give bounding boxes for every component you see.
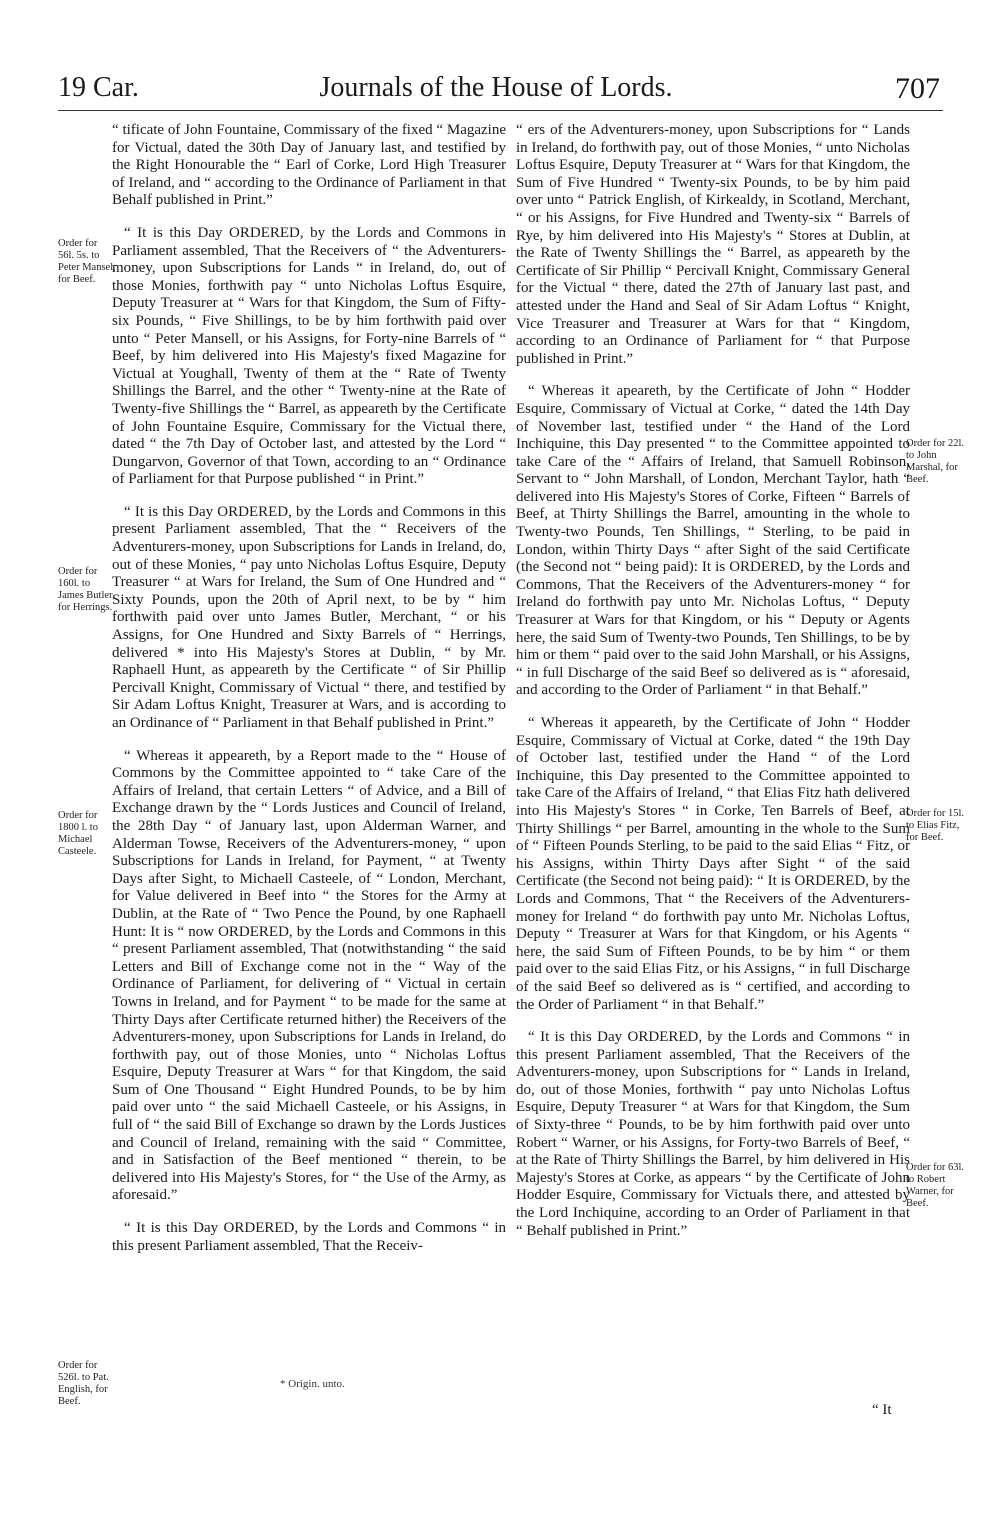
paragraph-robert-warner-order: “ It is this Day ORDERED, by the Lords and Commons “ in this present Parliament assembled, That the Receivers of the Adventurers-money, upon Subscriptions for “ Lands in Ireland, do, out of those Monies, forthwith “ pay unto Nicholas Loftus Esquire, Deputy Treasurer “ at Wars for that Kingdom, the Sum of Sixty-three “ Pounds, to be by him forthwith paid over unto Robert “ Warner, or his Assigns, for Forty-two Barrels of Beef, “ at the Rate of Thirty Shillings the Barrel, by him delivered in His Majesty's Stores at Corke, as appears “ by the Certificate of John Hodder Esquire, Commissary for Victuals there, and attested by the Lord Inchiquine, according to an Order of Parliament in that “ Behalf published in Print.” (516, 1029, 910, 1239)
margin-note-robert-warner: Order for 63l. to Robert Warner, for Beef. (906, 1162, 965, 1209)
paragraph-james-butler-order: “ It is this Day ORDERED, by the Lords and Commons in this present Parliament assembled, That the “ Receivers of the Adventurers-money, upon Subscriptions for Lands in Ireland, do, out of these Monies, “ pay unto Nicholas Loftus Esquire, Deputy Treasurer “ at Wars for Ireland, the Sum of One Hundred and “ Sixty Pounds, upon the 20th of April next, to be by “ him forthwith paid over unto James Butler, Merchant, “ or his Assigns, for One Hundred and Sixty Barrels of “ Herrings, delivered * into His Majesty's Stores at Dublin, “ by Mr. Raphaell Hunt, as appeareth by the Certificate “ of Sir Phillip Percivall Knight, Commissary of Victual “ there, and testified by Sir Adam Loftus Knight, Treasurer at Wars, and is according to an Ordinance of “ Parliament in that Behalf published in Print.” (112, 503, 506, 731)
paragraph-patrick-english-order-start: “ It is this Day ORDERED, by the Lords and Commons “ in this present Parliament assembled, That the Receiv- (112, 1220, 506, 1254)
page-number: 707 (895, 72, 940, 105)
margin-note-elias-fitz: Order for 15l. to Elias Fitz, for Beef. (906, 808, 965, 843)
right-column (516, 122, 910, 1255)
paragraph-peter-mansell-order: “ It is this Day ORDERED, by the Lords and Commons in Parliament assembled, That the Receivers of “ the Adventurers-money, upon Subscriptions for Lands “ in Ireland, do, out of those Monies, forthwith pay “ unto Nicholas Loftus Esquire, Deputy Treasurer at “ Wars for that Kingdom, the Sum of Fifty-six Pounds, “ Five Shillings, to be by him forthwith paid over unto “ Peter Mansell, or his Assigns, for Forty-nine Barrels of “ Beef, by him delivered into His Majesty's fixed Magazine for Victual at Youghall, Twenty of them at the “ Rate of Twenty Shillings the Barrel, and the other “ Twenty-nine at the Rate of Twenty-five Shillings the “ Barrel, as appeareth by the Certificate of John Fountaine Esquire, Commissary for the Victual there, dated “ the 7th Day of October last, and attested by the Lord “ Dungarvon, Governor of that Town, according to an “ Ordinance of Parliament for that Purpose published “ in Print.” (112, 224, 506, 488)
paragraph-patrick-english-order-end: “ ers of the Adventurers-money, upon Subscriptions for “ Lands in Ireland, do forthwith pay, out of those Monies, “ unto Nicholas Loftus Esquire, Deputy Treasurer at “ Wars for that Kingdom, the Sum of Five Hundred “ Twenty-six Pounds, to be by him paid over unto “ Patrick English, of Kirkealdy, in Scotland, Merchant, “ or his Assigns, for Five Hundred and Twenty-six “ Barrels of Rye, by him delivered into His Majesty's “ Stores at Dublin, at the Rate of Twenty Shillings the “ Barrel, as appeareth by the Certificate of Sir Phillip “ Percivall Knight, Commissary General for the Victual “ there, dated the 27th of January last past, and attested under the Hand and Seal of Sir Adam Loftus “ Knight, Vice Treasurer and Treasurer at Wars for that “ Kingdom, according to an Ordinance of Parliament for “ that Purpose published in Print.” (516, 122, 910, 367)
regnal-year: 19 Car. (58, 72, 139, 103)
footnote: * Origin. unto. (280, 1378, 345, 1390)
header-rule (58, 110, 943, 111)
paragraph-fountaine-certificate: “ tificate of John Fountaine, Commissary of the fixed “ Magazine for Victual, dated the 30th Day of January last, and testified by the Right Honourable the “ Earl of Corke, Lord High Treasurer of Ireland, and “ according to the Ordinance of Parliament in that Behalf published in Print.” (112, 122, 506, 209)
paragraph-john-marshall-order: “ Whereas it apeareth, by the Certificate of John “ Hodder Esquire, Commissary of Victual at Corke, “ dated the 14th Day of November last, testified under “ the Hand of the Lord Inchiquine, this Day presented “ to the Committee appointed to take Care of the “ Affairs of Ireland, that Samuell Robinson, Servant to “ John Marshall, of London, Merchant Taylor, hath “ delivered into His Majesty's Stores of Corke, Fifteen “ Barrels of Beef, at Thirty Shillings the Barrel, amounting in the whole to Twenty-two Pounds, Ten Shillings, “ Sterling, to be paid in London, within Thirty Days “ after Sight of the said Certificate (the Second not “ being paid): It is ORDERED, by the Lords and Commons, That the Receivers of the Adventurers-money “ for Ireland do forthwith pay unto Mr. Nicholas Loftus, “ Deputy Treasurer at Wars for that Kingdom, or his “ Deputy or Agents here, the said Sum of Twenty-two Pounds, Ten Shillings, to be by him or them “ paid over to the said John Marshall, or his Assigns, “ in full Discharge of the said Beef so delivered as is “ aforesaid, and according to the Order of Parliament “ in that Behalf.” (516, 383, 910, 699)
margin-note-pat-english: Order for 526l. to Pat. English, for Beef. (58, 1360, 109, 1407)
journal-title: Journals of the House of Lords. (319, 72, 673, 103)
left-column (112, 122, 506, 1270)
catchword: “ It (872, 1402, 892, 1418)
margin-note-james-butler: Order for 160l. to James Butler, for Herrings. (58, 566, 115, 613)
page-header (0, 72, 992, 122)
paragraph-elias-fitz-order: “ Whereas it appeareth, by the Certificate of John “ Hodder Esquire, Commissary of Victual at Corke, dated “ the 19th Day of October last, testified under the Hand “ of the Lord Inchiquine, this Day presented to the Committee appointed to take Care of the Affairs of Ireland, “ that Elias Fitz hath delivered into His Majesty's Stores “ in Corke, Ten Barrels of Beef, at Thirty Shillings “ per Barrel, amounting in the whole to the Sum of “ Fifteen Pounds Sterling, to be paid to the said Elias “ Fitz, or his Assigns, within Thirty Days after Sight “ of the said Certificate (the Second not being paid): “ It is ORDERED, by the Lords and Commons, That “ the Receivers of the Adventurers-money for Ireland “ do forthwith pay unto Mr. Nicholas Loftus, Deputy “ Treasurer at Wars for that Kingdom, or his Agents “ here, the said Sum of Fifteen Pounds, to be by him “ or them paid over to the said Elias Fitz, or his Assigns, “ in full Discharge of the said Beef so delivered as is “ certified, and according to the Order of Parliament “ in that Behalf.” (516, 715, 910, 1013)
paragraph-michaell-casteele-order: “ Whereas it appeareth, by a Report made to the “ House of Commons by the Committee appointed to “ take Care of the Affairs of Ireland, that certain Letters “ of Advice, and a Bill of Exchange drawn by the “ Lords Justices and Council of Ireland, the 28th Day “ of January last, upon Alderman Warner, and Alderman Towse, Receivers of the Adventurers-money, “ upon Subscriptions for Lands in Ireland, for Payment, “ at Twenty Days after Sight, to Michaell Casteele, of “ London, Merchant, for Value delivered in Beef into “ the Stores for the Army at Dublin, at the Rate of “ Two Pence the Pound, by one Raphaell Hunt: It is “ now ORDERED, by the Lords and Commons in this “ present Parliament assembled, That (notwithstanding “ the said Letters and Bill of Exchange come not in the “ Way of the Ordinance of Parliament, for delivering of “ Victual in certain Towns in Ireland, and for Payment “ to be made for the same at Thirty Days after Certificate returned hither) the Receivers of the Adventurers-money, upon Subscriptions for Lands in Ireland, do forthwith pay, out of those Monies, unto “ Nicholas Loftus Esquire, Deputy Treasurer at Wars “ for that Kingdom, the said Sum of One Thousand “ Eight Hundred Pounds, to be by him paid over unto “ the said Michaell Casteele, or his Assigns, in full of “ the said Bill of Exchange so drawn by the Lords Justices and Council of Ireland, remaining with the said “ Committee, and in Satisfaction of the Beef mentioned “ therein, to be delivered into His Majesty's Stores, for “ the Use of the Army, as aforesaid.” (112, 747, 506, 1204)
margin-note-michael-casteele: Order for 1800 l. to Michael Casteele. (58, 810, 98, 857)
margin-note-john-marshal: Order for 22l. to John Marshal, for Beef. (906, 438, 965, 485)
margin-note-peter-mansel: Order for 56l. 5s. to Peter Mansel, for Beef. (58, 238, 116, 285)
